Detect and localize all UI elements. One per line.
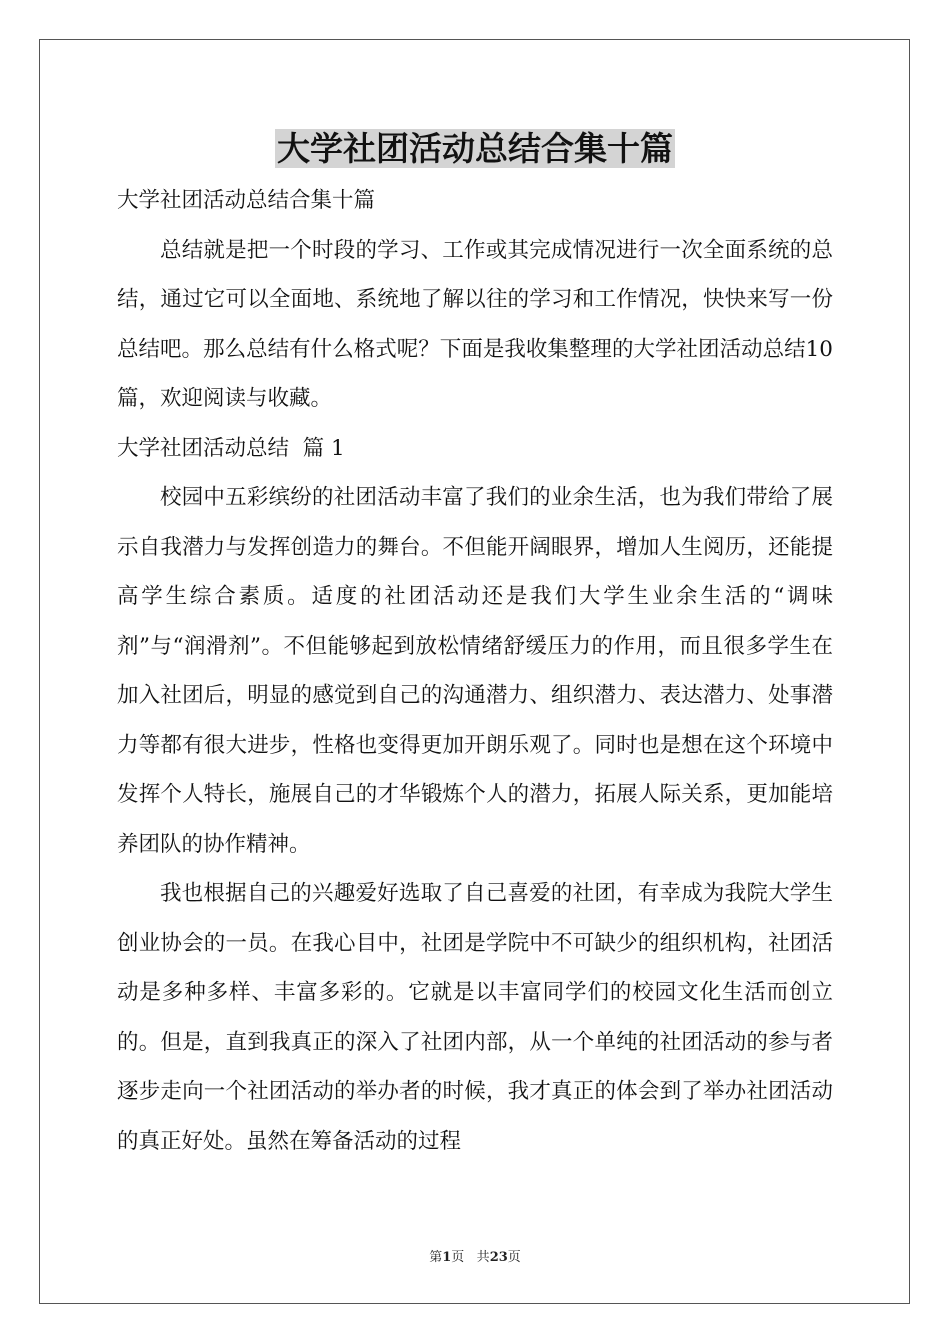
total-pages: 23: [489, 1250, 508, 1265]
total-prefix: 共: [476, 1250, 490, 1265]
section-heading: 大学社团活动总结 篇 1: [117, 435, 345, 461]
document-body: [117, 176, 833, 1166]
document-title: [0, 126, 950, 172]
page-footer: [0, 1249, 950, 1267]
page-suffix: 页: [451, 1250, 465, 1265]
page-prefix: 第: [429, 1250, 443, 1265]
total-suffix: 页: [507, 1250, 521, 1265]
document-subtitle: 大学社团活动总结合集十篇: [117, 188, 376, 213]
body-paragraph-2: 我也根据自己的兴趣爱好选取了自己喜爱的社团，有幸成为我院大学生创业协会的一员。在我心目中，社团是学院中不可缺少的组织机构，社团活动是多种多样、丰富多彩的。它就是以丰富同学们的校园文化生活而创立的。但是，直到我真正的深入了社团内部，从一个单纯的社团活动的参与者逐步走向一个社团活动的举办者的时候，我才真正的体会到了举办社团活动的真正好处。虽然在筹备活动的过程: [117, 881, 833, 1154]
document-title-text: 大学社团活动总结合集十篇: [277, 129, 673, 168]
page-current: 1: [442, 1250, 452, 1265]
body-paragraph-1: 校园中五彩缤纷的社团活动丰富了我们的业余生活，也为我们带给了展示自我潜力与发挥创造力的舞台。不但能开阔眼界，增加人生阅历，还能提高学生综合素质。适度的社团活动还是我们大学生业余生活的“调味剂”与“润滑剂”。不但能够起到放松情绪舒缓压力的作用，而且很多学生在加入社团后，明显的感觉到自己的沟通潜力、组织潜力、表达潜力、处事潜力等都有很大进步，性格也变得更加开朗乐观了。同时也是想在这个环境中发挥个人特长，施展自己的才华锻炼个人的潜力，拓展人际关系，更加能培养团队的协作精神。: [117, 485, 833, 857]
intro-paragraph: 总结就是把一个时段的学习、工作或其完成情况进行一次全面系统的总结，通过它可以全面地、系统地了解以往的学习和工作情况，快快来写一份总结吧。那么总结有什么格式呢？下面是我收集整理的大学社团活动总结10篇，欢迎阅读与收藏。: [117, 237, 833, 411]
